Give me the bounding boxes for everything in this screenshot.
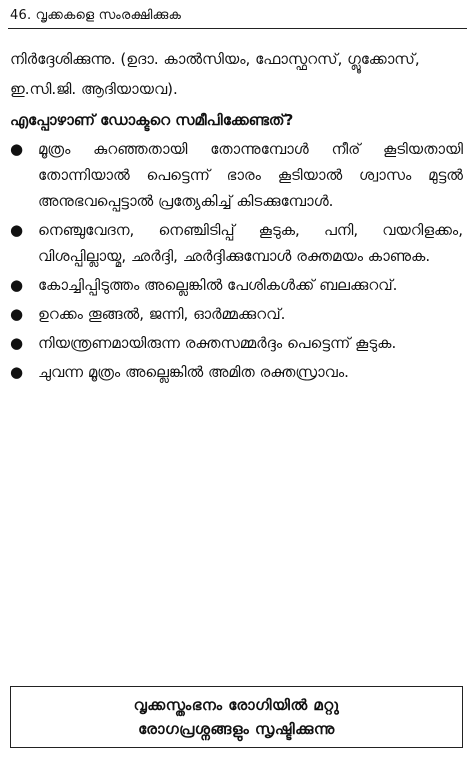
list-item-text: നിയന്ത്രണമായിരുന്ന രക്തസമ്മർദ്ദം പെട്ടെന്ന് കൂടുക. xyxy=(38,334,397,352)
symptom-list xyxy=(0,136,463,388)
bullet-icon: ● xyxy=(10,363,24,381)
list-item-text: ചുവന്ന മൂത്രം അല്ലെങ്കിൽ അമിത രക്തസ്രാവം. xyxy=(38,363,349,381)
callout-line: രോഗപ്രശ്നങ്ങളും സൃഷ്ടിക്കുന്നു xyxy=(138,720,335,738)
bullet-icon: ● xyxy=(10,140,24,158)
list-item xyxy=(0,217,463,269)
list-item xyxy=(0,136,463,214)
list-item-text: നെഞ്ചുവേദന, നെഞ്ചിടിപ്പ് കൂടുക, പനി, വയറിളക്കം, വിശപ്പില്ലായ്മ, ഛർദ്ദി, ഛർദ്ദിക്കുമ്പോൾ രക്തമയം കാണുക. xyxy=(38,221,463,265)
bullet-icon: ● xyxy=(10,221,24,239)
bullet-icon: ● xyxy=(10,276,24,294)
bullet-icon: ● xyxy=(10,305,24,323)
list-item xyxy=(0,272,463,298)
list-item-text: കോച്ചിപ്പിടുത്തം അല്ലെങ്കിൽ പേശികൾക്ക് ബലക്കുറവ്. xyxy=(38,276,398,294)
list-item xyxy=(0,330,463,356)
running-header: 46. വൃക്കകളെ സംരക്ഷിക്കുക xyxy=(10,8,182,23)
list-item xyxy=(0,359,463,385)
bullet-icon: ● xyxy=(10,334,24,352)
list-item-text: ഉറക്കം തൂങ്ങൽ, ജന്നി, ഓർമ്മക്കുറവ്. xyxy=(38,305,286,323)
intro-paragraph: നിർദ്ദേശിക്കുന്നു. (ഉദാ. കാൽസിയം, ഫോസ്ഫറസ്, ഗ്ലൂക്കോസ്, ഇ.സി.ജി. ആദിയായവ). xyxy=(10,50,420,98)
list-item xyxy=(0,301,463,327)
section-heading: എപ്പോഴാണ് ഡോക്ടറെ സമീപിക്കേണ്ടത്? xyxy=(10,111,294,129)
list-item-text: മൂത്രം കുറഞ്ഞതായി തോന്നുമ്പോൾ നീര് കൂടിയതായി തോന്നിയാൽ പെട്ടെന്ന് ഭാരം കൂടിയാൽ ശ്വാസം മുട്ടൽ അനുഭവപ്പെട്ടാൽ പ്രത്യേകിച്ച് കിടക്കുമ്പോൾ. xyxy=(38,140,463,210)
header-rule xyxy=(8,28,467,29)
callout-box xyxy=(10,686,463,748)
callout-line: വൃക്കസ്തംഭനം രോഗിയിൽ മറ്റു xyxy=(133,696,340,714)
